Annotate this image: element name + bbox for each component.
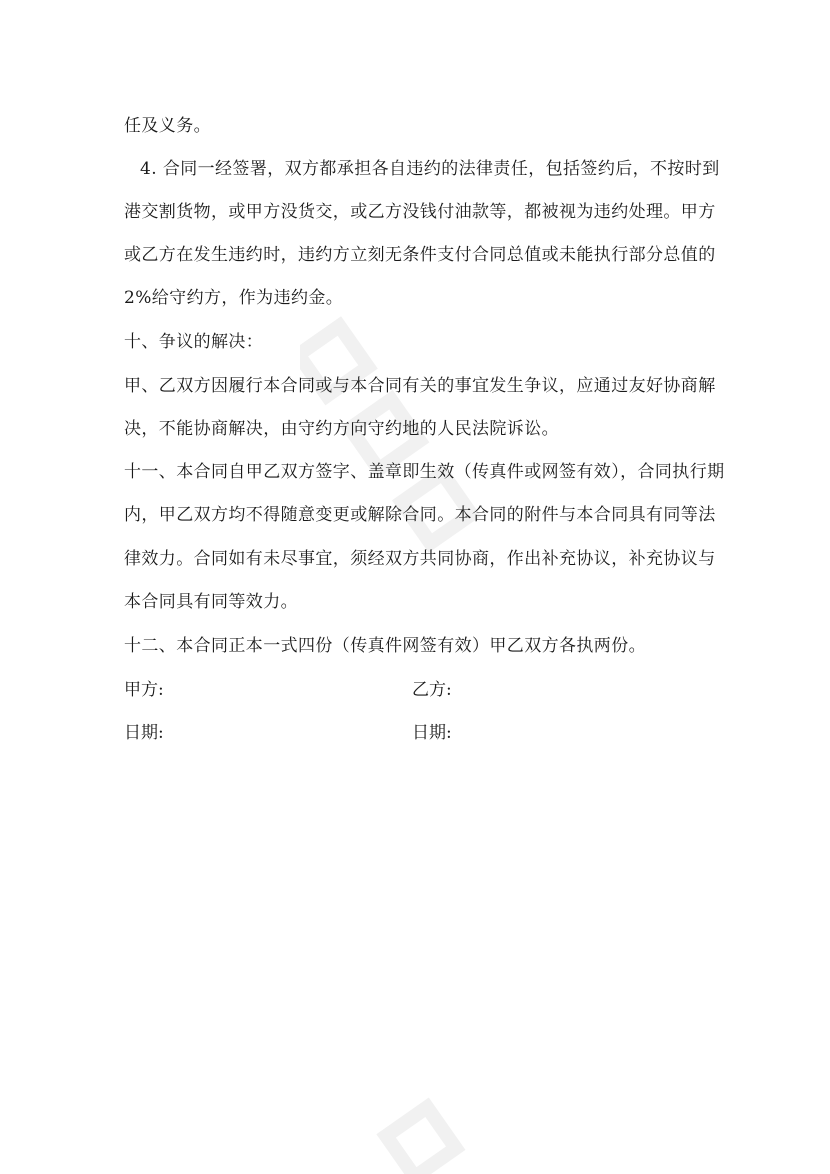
text-line-1: 任及义务。	[124, 116, 211, 136]
text-line-3: 港交割货物，或甲方没货交，或乙方没钱付油款等，都被视为违约处理。甲方	[124, 202, 716, 222]
text-line-11: 律效力。合同如有未尽事宜，须经双方共同协商，作出补充协议，补充协议与	[124, 549, 716, 569]
date-a-label: 日期:	[124, 723, 164, 743]
text-line-9: 十一、本合同自甲乙双方签字、盖章即生效（传真件或网签有效），合同执行期	[124, 462, 725, 482]
section-heading-dispute: 十、争议的解决：	[124, 332, 264, 352]
text-line-8: 决，不能协商解决，由守约方向守约地的人民法院诉讼。	[124, 419, 559, 439]
text-line-12: 本合同具有同等效力。	[124, 592, 298, 612]
date-b-label: 日期:	[412, 723, 452, 743]
text-line-2: 4. 合同一经签署，双方都承担各自违约的法律责任，包括签约后，不按时到	[140, 159, 720, 179]
text-line-13: 十二、本合同正本一式四份（传真件网签有效）甲乙双方各执两份。	[124, 636, 646, 656]
text-line-4: 或乙方在发生违约时，违约方立刻无条件支付合同总值或未能执行部分总值的	[124, 245, 716, 265]
party-a-label: 甲方:	[124, 680, 164, 700]
watermark-graphic-bottom	[360, 1080, 540, 1174]
text-line-10: 内，甲乙双方均不得随意变更或解除合同。本合同的附件与本合同具有同等法	[124, 505, 716, 525]
party-b-label: 乙方:	[412, 680, 452, 700]
text-line-5: 2%给守约方，作为违约金。	[124, 288, 344, 308]
text-line-7: 甲、乙双方因履行本合同或与本合同有关的事宜发生争议，应通过友好协商解	[124, 376, 716, 396]
